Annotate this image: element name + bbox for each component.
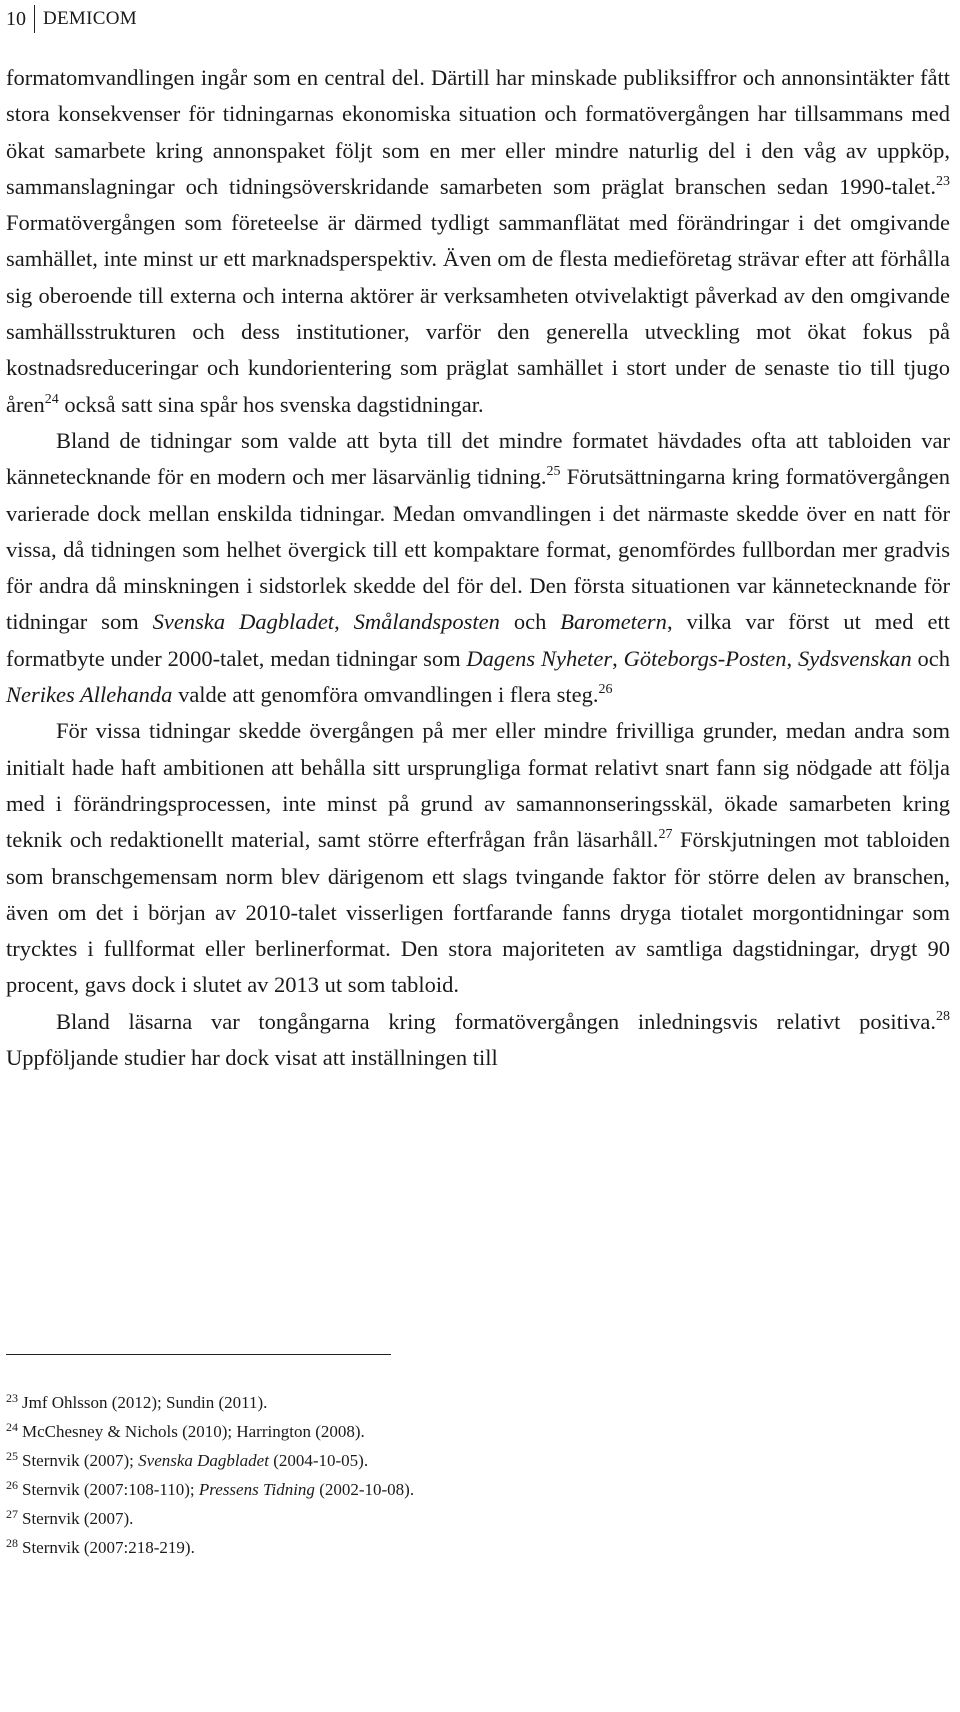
footnote-text: Sternvik (2007). [22,1509,134,1528]
page-number: 10 [6,7,26,30]
publication-title: Pressens Tidning [198,1480,315,1499]
text-span: och [911,645,951,671]
newspaper-title: Svenska Dagbladet [152,609,335,635]
footnote-number: 24 [6,1420,18,1434]
text-span: Formatövergången som företeelse är därmed tydligt sammanflätat med förändringar i det omgivande samhället, inte minst ur ett marknadsperspektiv. Även om de flesta medieföretag strävar efter att förhålla sig oberoende till externa och interna aktörer är verksamheten otvivelaktigt påverkad av den omgivande samhällsstrukturen och dess institutioner, varför den generella utveckling mot ökat fokus på kostnadsreduceringar och kundorientering som präglat samhället i stort under de senaste tio till tjugo åren [6,210,950,417]
paragraph-2 [6,423,950,713]
newspaper-title: Göteborgs-Posten [623,645,787,671]
footnote-text: Jmf Ohlsson (2012); Sundin (2011). [22,1393,268,1412]
newspaper-title: Nerikes Allehanda [6,682,173,708]
newspaper-title: Barometern [560,609,667,635]
footnote-separator [6,1354,391,1355]
text-span: Förskjutningen mot tabloiden som branschgemensam norm blev därigenom ett slags tvingande faktor för större delen av branschen, även om det i början av 2010-talet visserligen fortfarande fanns dryga tiotalet morgontidningar som trycktes i fullformat eller berlinerformat. Den stora majoriteten av samtliga dagstidningar, drygt 90 procent, gavs dock i slutet av 2013 ut som tabloid. [6,827,951,998]
body-text [6,60,950,1076]
text-span: , [612,645,624,671]
footnote-27 [6,1504,906,1533]
text-span: , [786,645,798,671]
text-span: Förutsättningarna kring formatövergången varierade dock mellan enskilda tidningar. Medan omvandlingen i det närmaste skedde över en natt för vissa, då tidningen som helhet övergick till ett kompaktare format, genomfördes fullbordan mer gradvis för andra då minskningen i sidstorlek skedde del för del. Den första situationen var kännetecknande för tidningar som [6,464,951,635]
footnote-text: Sternvik (2007); [22,1451,139,1470]
footnote-ref-24: 24 [44,391,59,407]
text-span: , vilka var först ut med ett formatbyte under 2000-talet, medan tidningar som [6,609,950,671]
text-span: formatomvandlingen ingår som en central del. Därtill har minskade publiksiffror och annonsintäkter fått stora konsekvenser för tidningarnas ekonomiska situation och formatövergången har tillsammans med ökat samarbete kring annonspaket följt som en mer eller mindre naturlig del i den våg av uppköp, sammanslagningar och tidningsöverskridande samarbeten som präglat branschen sedan 1990-talet. [6,65,950,199]
header-divider [34,5,35,33]
page-header [6,4,137,34]
newspaper-title: Sydsvenskan [797,645,912,671]
paragraph-3 [6,713,950,1003]
newspaper-title: Dagens Nyheter [466,645,613,671]
text-span: Bland läsarna var tongångarna kring formatövergången inledningsvis relativt positiva. [56,1008,936,1034]
paragraph-1 [6,60,950,423]
paragraph-4 [6,1004,950,1077]
footnote-ref-28: 28 [936,1008,950,1024]
newspaper-title: Svenska Dagbladet [138,1451,269,1470]
newspaper-title: Smålandsposten [353,609,500,635]
footnote-text: McChesney & Nichols (2010); Harrington (2008). [22,1422,365,1441]
footnote-26 [6,1475,906,1504]
footnote-23 [6,1388,906,1417]
text-span: Uppföljande studier har dock visat att inställningen till [6,1045,498,1071]
text-span: , [334,609,354,635]
footnote-text: Sternvik (2007:108-110); [22,1480,199,1499]
footnote-text: (2004-10-05). [268,1451,369,1470]
running-title: DEMICOM [43,8,137,29]
footnote-number: 27 [6,1507,18,1521]
footnote-text: Sternvik (2007:218-219). [22,1538,195,1557]
footnote-ref-27: 27 [658,827,673,843]
footnote-25 [6,1446,906,1475]
footnote-number: 28 [6,1536,18,1550]
text-span: också satt sina spår hos svenska dagstidningar. [58,391,484,417]
footnote-24 [6,1417,906,1446]
text-span: och [499,609,561,635]
footnote-number: 26 [6,1478,18,1492]
text-span: valde att genomföra omvandlingen i flera steg. [172,682,599,708]
footnote-text: (2002-10-08). [314,1480,415,1499]
text-span: Bland de tidningar som valde att byta till det mindre formatet hävdades ofta att tabloiden var kännetecknande för en modern och mer läsarvänlig tidning. [6,427,950,490]
footnote-number: 23 [6,1391,18,1405]
footnote-ref-25: 25 [546,464,561,480]
text-span: För vissa tidningar skedde övergången på mer eller mindre frivilliga grunder, medan andra som initialt hade haft ambitionen att behålla sitt ursprungliga format relativt snart fann sig nödgade att följa med i förändringsprocessen, inte minst på grund av samannonseringsskäl, ökade samarbeten kring teknik och redaktionellt material, samt större efterfrågan från läsarhåll. [6,718,950,853]
footnotes [6,1388,906,1562]
footnote-ref-26: 26 [598,682,613,698]
footnote-ref-23: 23 [936,173,950,189]
footnote-number: 25 [6,1449,18,1463]
footnote-28 [6,1533,906,1562]
